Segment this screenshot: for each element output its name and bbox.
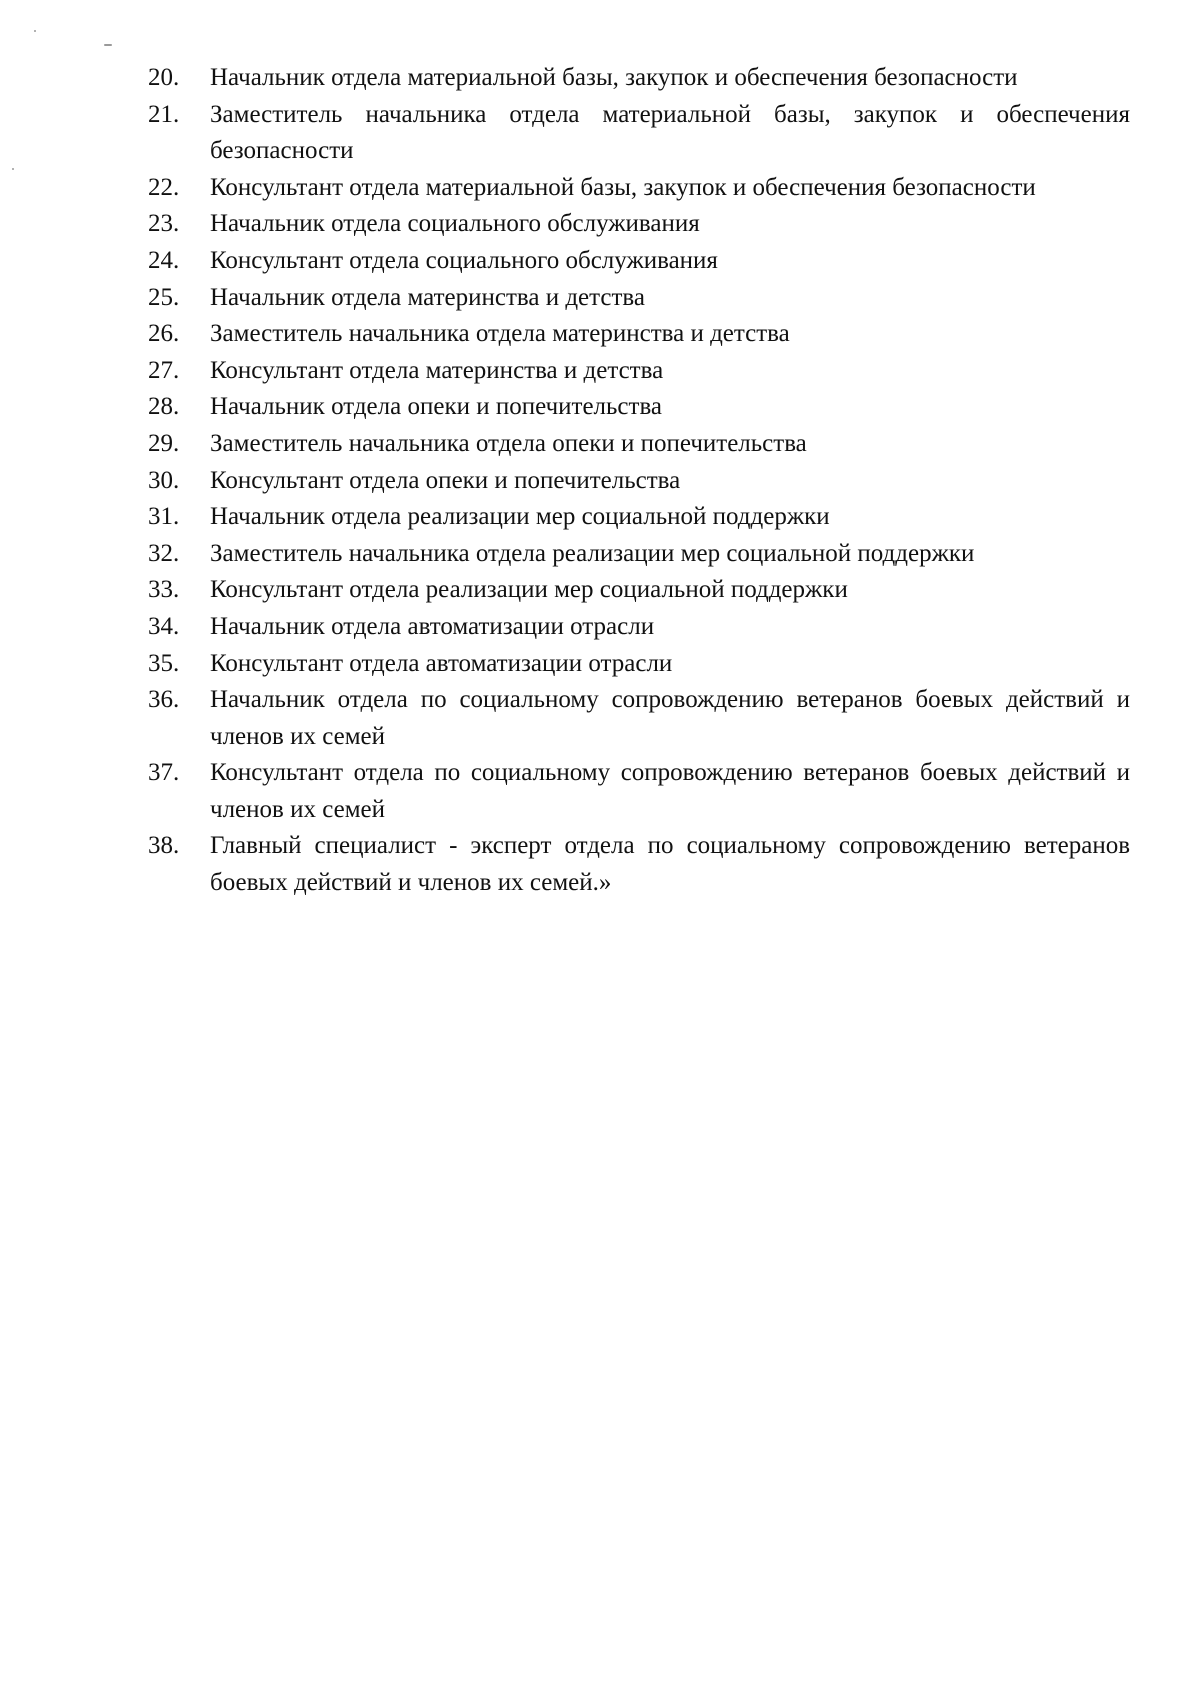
list-item-number: 37. xyxy=(148,759,180,787)
list-item-number: 29. xyxy=(148,429,180,457)
list-item xyxy=(148,206,1130,243)
list-item-text: Начальник отдела материнства и детства xyxy=(210,283,645,311)
list-item-number: 28. xyxy=(148,393,180,421)
list-item-text: Начальник отдела по социальному сопровождению ветеранов боевых действий и членов их семей xyxy=(210,686,1130,750)
list-item-number: 25. xyxy=(148,283,180,311)
list-item xyxy=(148,389,1130,426)
list-item-number: 27. xyxy=(148,356,180,384)
scan-speck xyxy=(12,168,14,170)
list-item xyxy=(148,463,1130,500)
list-item-number: 26. xyxy=(148,320,180,348)
list-item-text: Консультант отдела реализации мер социальной поддержки xyxy=(210,576,848,604)
list-item xyxy=(148,755,1130,828)
list-item-text: Консультант отдела материальной базы, закупок и обеспечения безопасности xyxy=(210,173,1036,201)
list-item-text: Заместитель начальника отдела материальной базы, закупок и обеспечения безопасности xyxy=(210,100,1130,165)
list-item-text: Начальник отдела автоматизации отрасли xyxy=(210,612,655,640)
list-item-text: Начальник отдела материальной базы, закупок и обеспечения безопасности xyxy=(210,64,1018,91)
list-item-number: 35. xyxy=(148,649,180,677)
list-item-text: Консультант отдела автоматизации отрасли xyxy=(210,649,673,677)
list-item xyxy=(148,609,1130,646)
list-item-number: 36. xyxy=(148,686,180,714)
list-item-text: Консультант отдела социального обслуживания xyxy=(210,246,718,274)
list-item xyxy=(148,572,1130,609)
list-item-number: 33. xyxy=(148,576,180,604)
list-item-number: 20. xyxy=(148,64,180,91)
list-item-text: Главный специалист - эксперт отдела по социальному сопровождению ветеранов боевых действий и членов их семей.» xyxy=(210,832,1130,897)
list-item xyxy=(148,280,1130,317)
list-item xyxy=(148,536,1130,573)
list-item xyxy=(148,97,1130,170)
scan-speck xyxy=(34,30,36,32)
list-item xyxy=(148,682,1130,755)
list-item-number: 23. xyxy=(148,210,180,238)
numbered-position-list xyxy=(148,60,1130,902)
list-item-number: 32. xyxy=(148,539,180,567)
list-item xyxy=(148,426,1130,463)
list-item xyxy=(148,828,1130,901)
list-item xyxy=(148,353,1130,390)
list-item-text: Начальник отдела опеки и попечительства xyxy=(210,393,663,421)
list-item-number: 31. xyxy=(148,503,180,531)
list-item-number: 22. xyxy=(148,173,180,201)
list-item-number: 34. xyxy=(148,612,180,640)
list-item xyxy=(148,243,1130,280)
list-item xyxy=(148,646,1130,683)
list-item-text: Заместитель начальника отдела реализации мер социальной поддержки xyxy=(210,539,975,567)
list-item-number: 30. xyxy=(148,466,180,494)
list-item-text: Заместитель начальника отдела материнства и детства xyxy=(210,320,790,348)
list-item xyxy=(148,316,1130,353)
list-item-number: 38. xyxy=(148,832,180,860)
list-item-text: Консультант отдела по социальному сопровождению ветеранов боевых действий и членов их семей xyxy=(210,759,1130,823)
list-item xyxy=(148,60,1130,97)
list-item-text: Консультант отдела опеки и попечительства xyxy=(210,466,681,494)
list-item-text: Начальник отдела социального обслуживания xyxy=(210,210,700,238)
list-item-number: 24. xyxy=(148,246,180,274)
list-item-text: Консультант отдела материнства и детства xyxy=(210,356,664,384)
list-item xyxy=(148,499,1130,536)
scan-speck xyxy=(104,44,112,46)
list-item xyxy=(148,170,1130,207)
list-item-text: Заместитель начальника отдела опеки и попечительства xyxy=(210,429,807,457)
list-item-text: Начальник отдела реализации мер социальной поддержки xyxy=(210,503,830,531)
list-item-number: 21. xyxy=(148,100,180,128)
